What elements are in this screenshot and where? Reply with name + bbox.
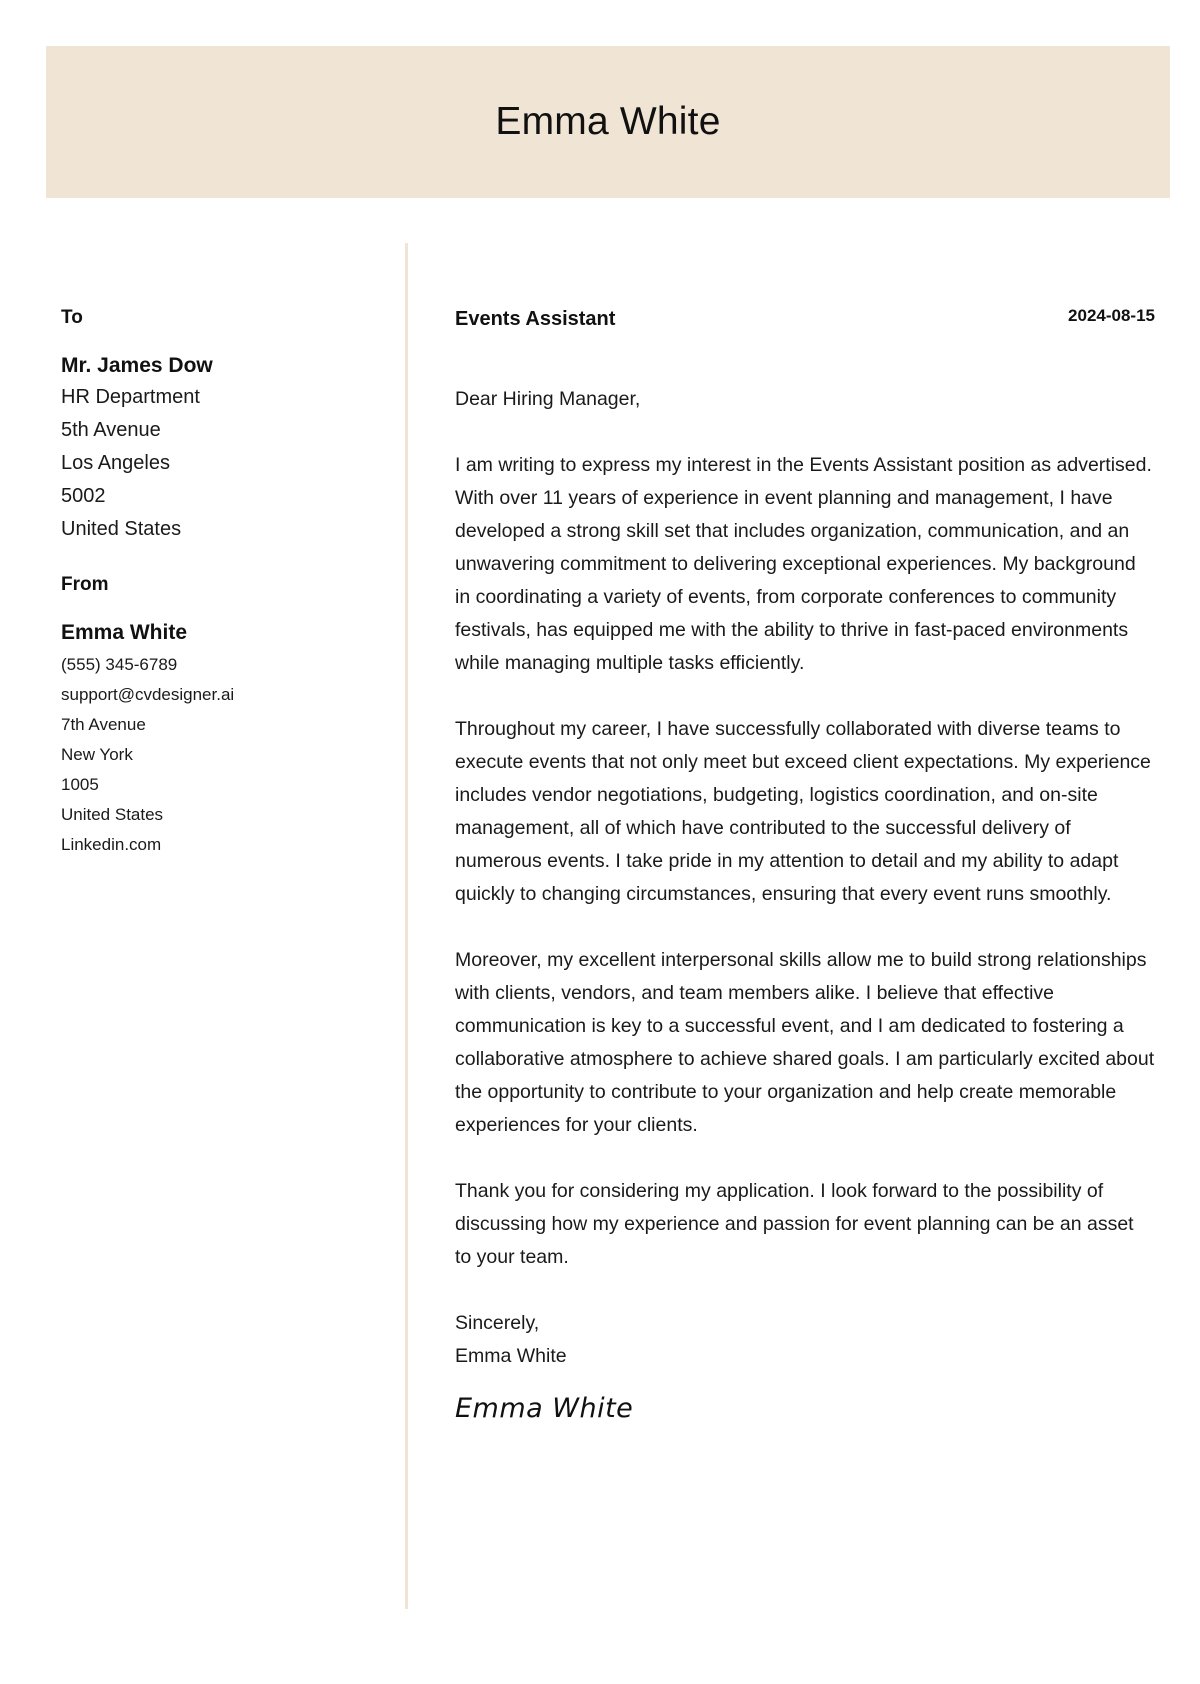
paragraph-1: I am writing to express my interest in the Events Assistant position as advertised. With over 11 years of experience in event planning and management, I have developed a strong skill set that includes organization, communication, and an unwavering commitment to delivering exceptional experiences. My background in coordinating a variety of events, from corporate conferences to community festivals, has equipped me with the ability to thrive in fast-paced environments while managing multiple tasks efficiently. <box>455 454 1152 674</box>
position-title: Events Assistant <box>455 308 616 330</box>
letter-heading <box>455 305 1155 333</box>
greeting: Dear Hiring Manager, <box>455 388 641 410</box>
sender-block <box>61 618 381 860</box>
header-banner <box>46 46 1170 198</box>
recipient-postcode: 5002 <box>61 485 106 507</box>
sender-name: Emma White <box>61 621 188 644</box>
letter-body <box>455 383 1155 1424</box>
paragraph-3: Moreover, my excellent interpersonal skills allow me to build strong relationships with clients, vendors, and team members alike. I believe that effective communication is key to a successful event, and I am dedicated to fostering a collaborative atmosphere to achieve shared goals. I am particularly excited about the opportunity to contribute to your organization and help create memorable experiences for your clients. <box>455 949 1155 1136</box>
sender-email: support@cvdesigner.ai <box>61 685 235 704</box>
recipient-city: Los Angeles <box>61 452 170 474</box>
paragraph-2: Throughout my career, I have successfully collaborated with diverse teams to execute events that not only meet but exceed client expectations. My experience includes vendor negotiations, budgeting, logistics coordination, and on-site management, all of which have contributed to the successful delivery of numerous events. I take pride in my attention to detail and my ability to adapt quickly to changing circumstances, ensuring that every event runs smoothly. <box>455 718 1151 905</box>
sender-street: 7th Avenue <box>61 715 146 734</box>
recipient-department: HR Department <box>61 386 200 408</box>
recipient-street: 5th Avenue <box>61 419 161 441</box>
from-label: From <box>61 574 109 595</box>
to-label: To <box>61 307 83 328</box>
closing-name: Emma White <box>455 1345 567 1367</box>
address-column <box>61 305 381 860</box>
signature: Emma White <box>455 1393 634 1424</box>
sender-postcode: 1005 <box>61 775 99 794</box>
letter-date: 2024-08-15 <box>1068 306 1155 325</box>
recipient-block <box>61 351 381 546</box>
recipient-country: United States <box>61 518 182 540</box>
recipient-name: Mr. James Dow <box>61 354 213 377</box>
closing: Sincerely, <box>455 1312 540 1334</box>
sender-city: New York <box>61 745 133 764</box>
sender-phone: (555) 345-6789 <box>61 655 178 674</box>
letter-column <box>455 305 1155 1424</box>
column-divider <box>405 243 408 1609</box>
page-title: Emma White <box>495 100 721 143</box>
sender-country: United States <box>61 805 164 824</box>
paragraph-4: Thank you for considering my application. I look forward to the possibility of discussing how my experience and passion for event planning can be an asset to your team. <box>455 1180 1134 1268</box>
sender-website: Linkedin.com <box>61 835 162 854</box>
